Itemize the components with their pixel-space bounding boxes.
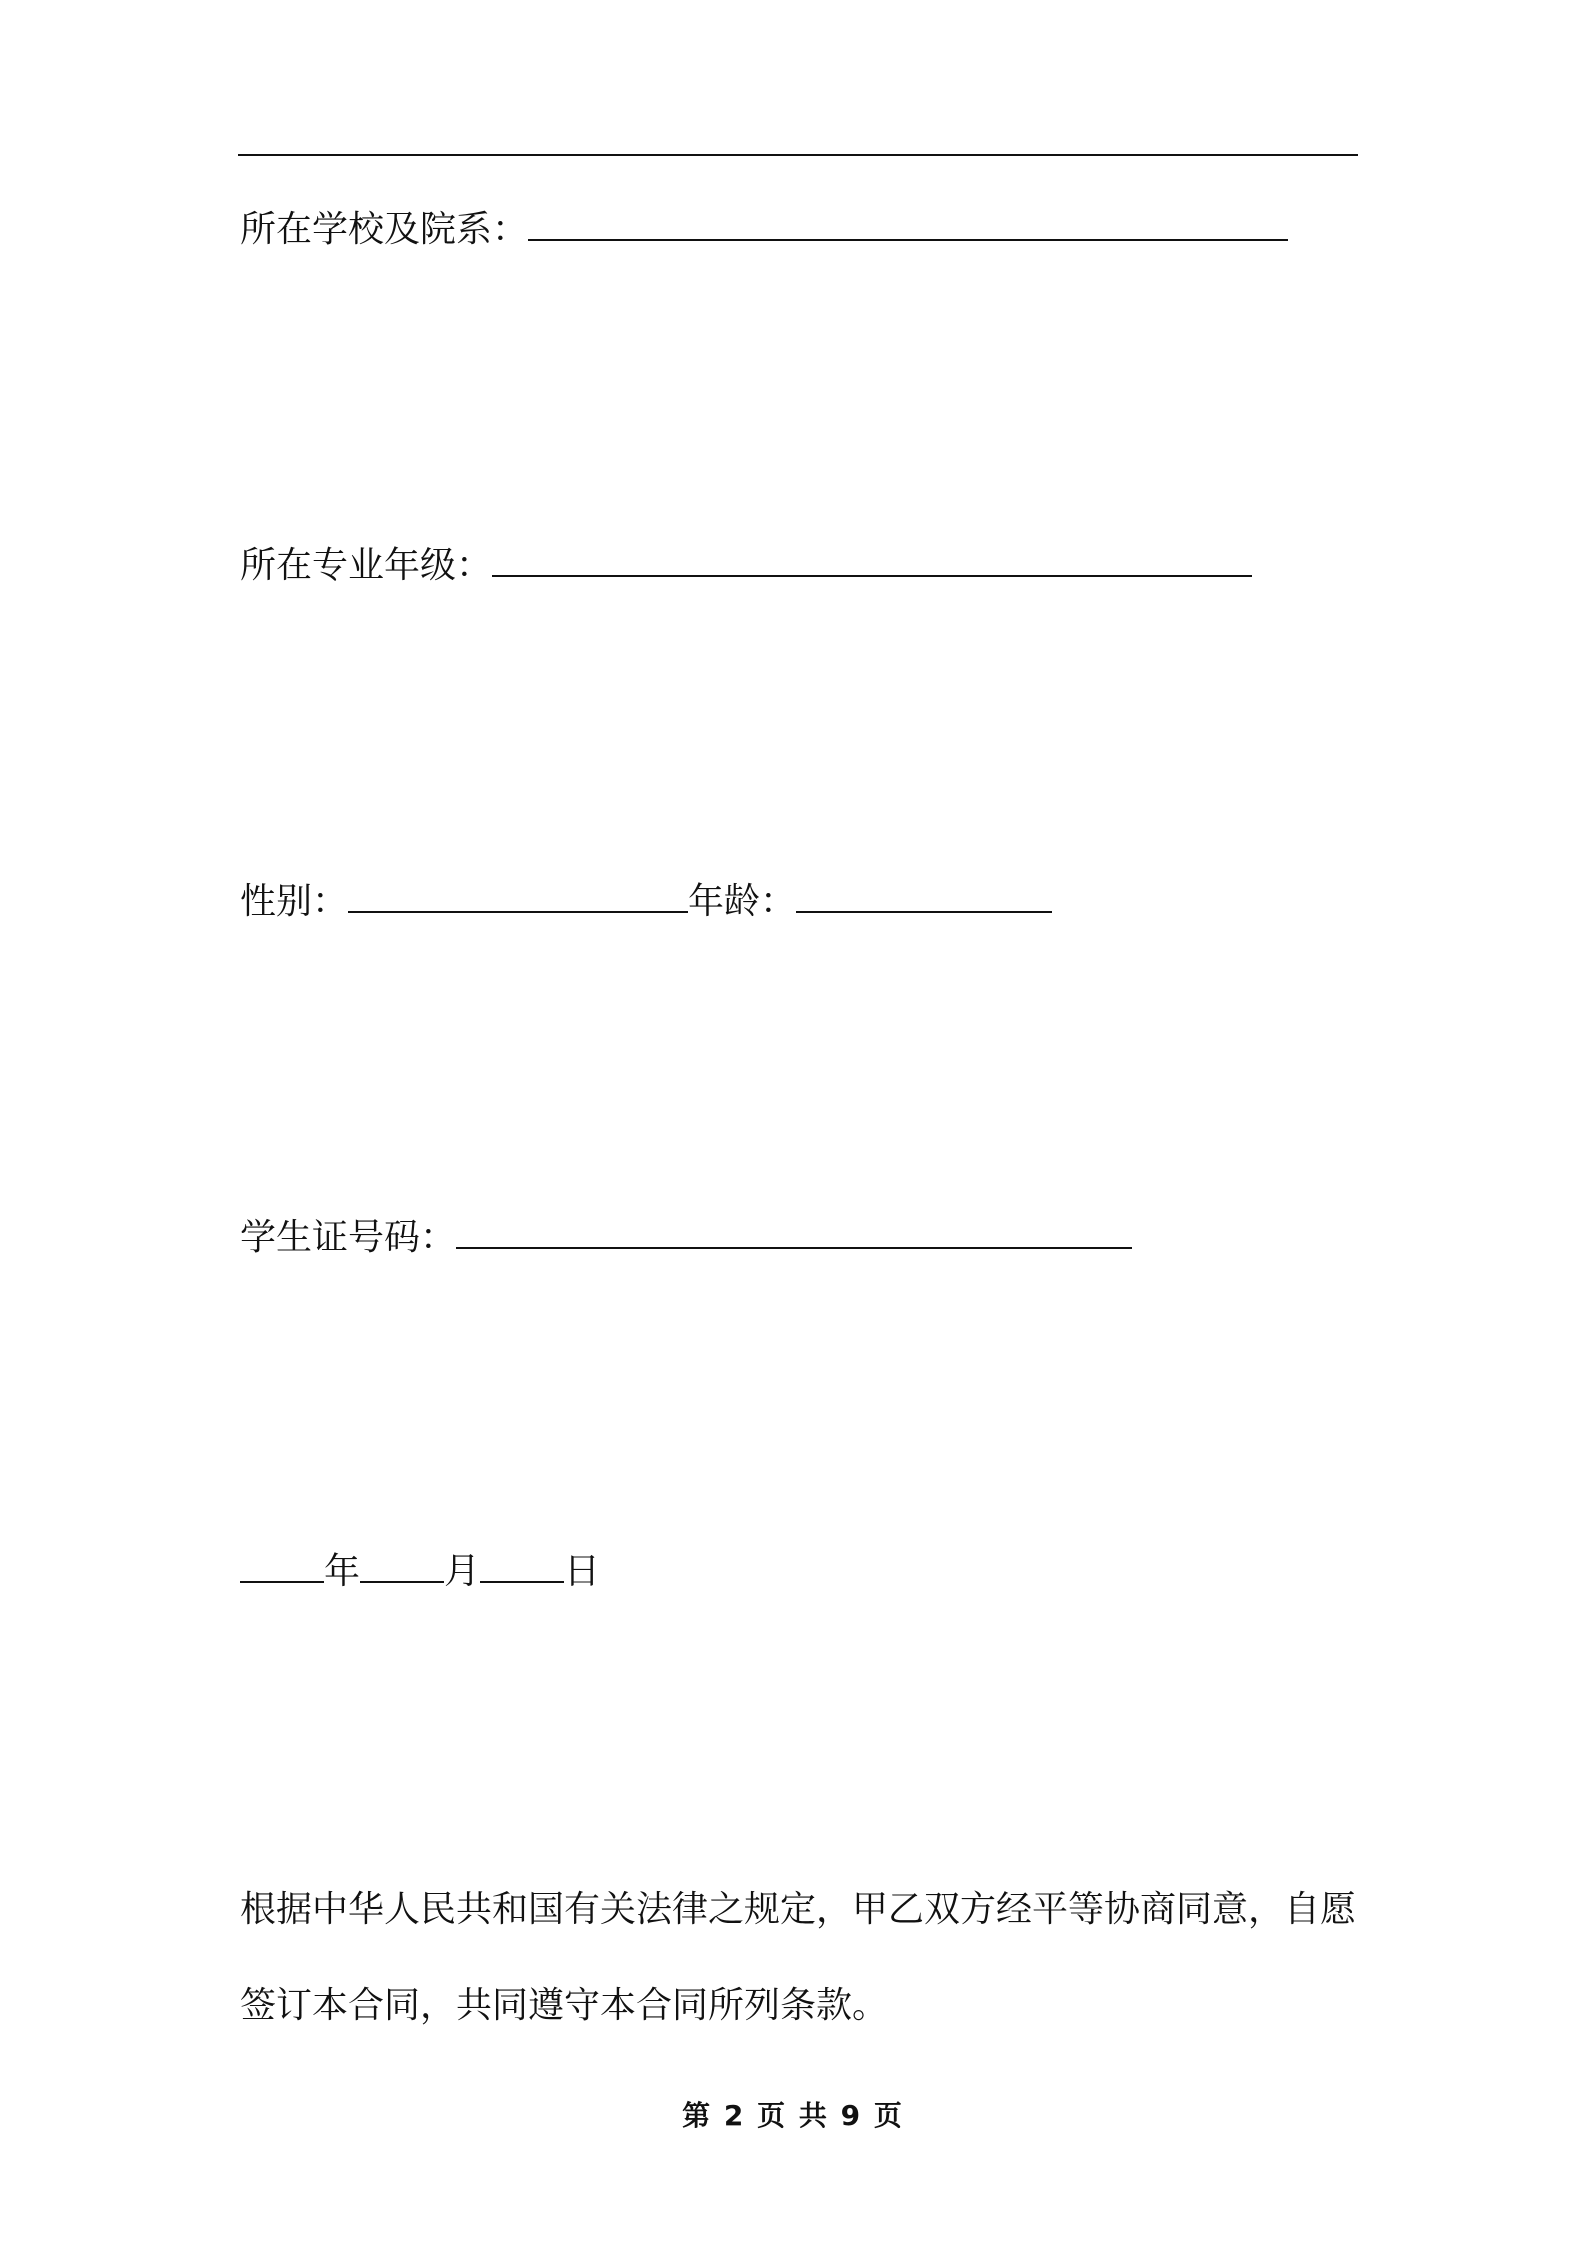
gender-blank[interactable] — [348, 881, 688, 913]
major-label: 所在专业年级： — [240, 545, 493, 586]
month-label: 月 — [444, 1551, 481, 1592]
agreement-paragraph: 根据中华人民共和国有关法律之规定，甲乙双方经平等协商同意，自愿签订本合同，共同遵守本合同所列条款。 — [240, 1889, 1357, 2026]
gender-age-row — [240, 878, 1052, 926]
major-blank[interactable] — [492, 545, 1252, 577]
month-blank[interactable] — [360, 1551, 444, 1583]
header-rule — [238, 154, 1358, 156]
age-label: 年龄： — [688, 881, 797, 922]
student-id-label: 学生证号码： — [240, 1217, 457, 1258]
student-id-field-row — [240, 1214, 1132, 1262]
date-row — [240, 1548, 600, 1596]
age-blank[interactable] — [796, 881, 1052, 913]
student-id-blank[interactable] — [456, 1217, 1132, 1249]
year-blank[interactable] — [240, 1551, 324, 1583]
gender-label: 性别： — [240, 881, 349, 922]
day-blank[interactable] — [480, 1551, 564, 1583]
school-blank[interactable] — [528, 209, 1288, 241]
school-field-row — [240, 206, 1288, 254]
page-number-footer: 第 2 页 共 9 页 — [682, 2099, 904, 2132]
day-label: 日 — [564, 1551, 601, 1592]
major-field-row — [240, 542, 1252, 590]
year-label: 年 — [324, 1551, 361, 1592]
school-label: 所在学校及院系： — [240, 209, 529, 250]
